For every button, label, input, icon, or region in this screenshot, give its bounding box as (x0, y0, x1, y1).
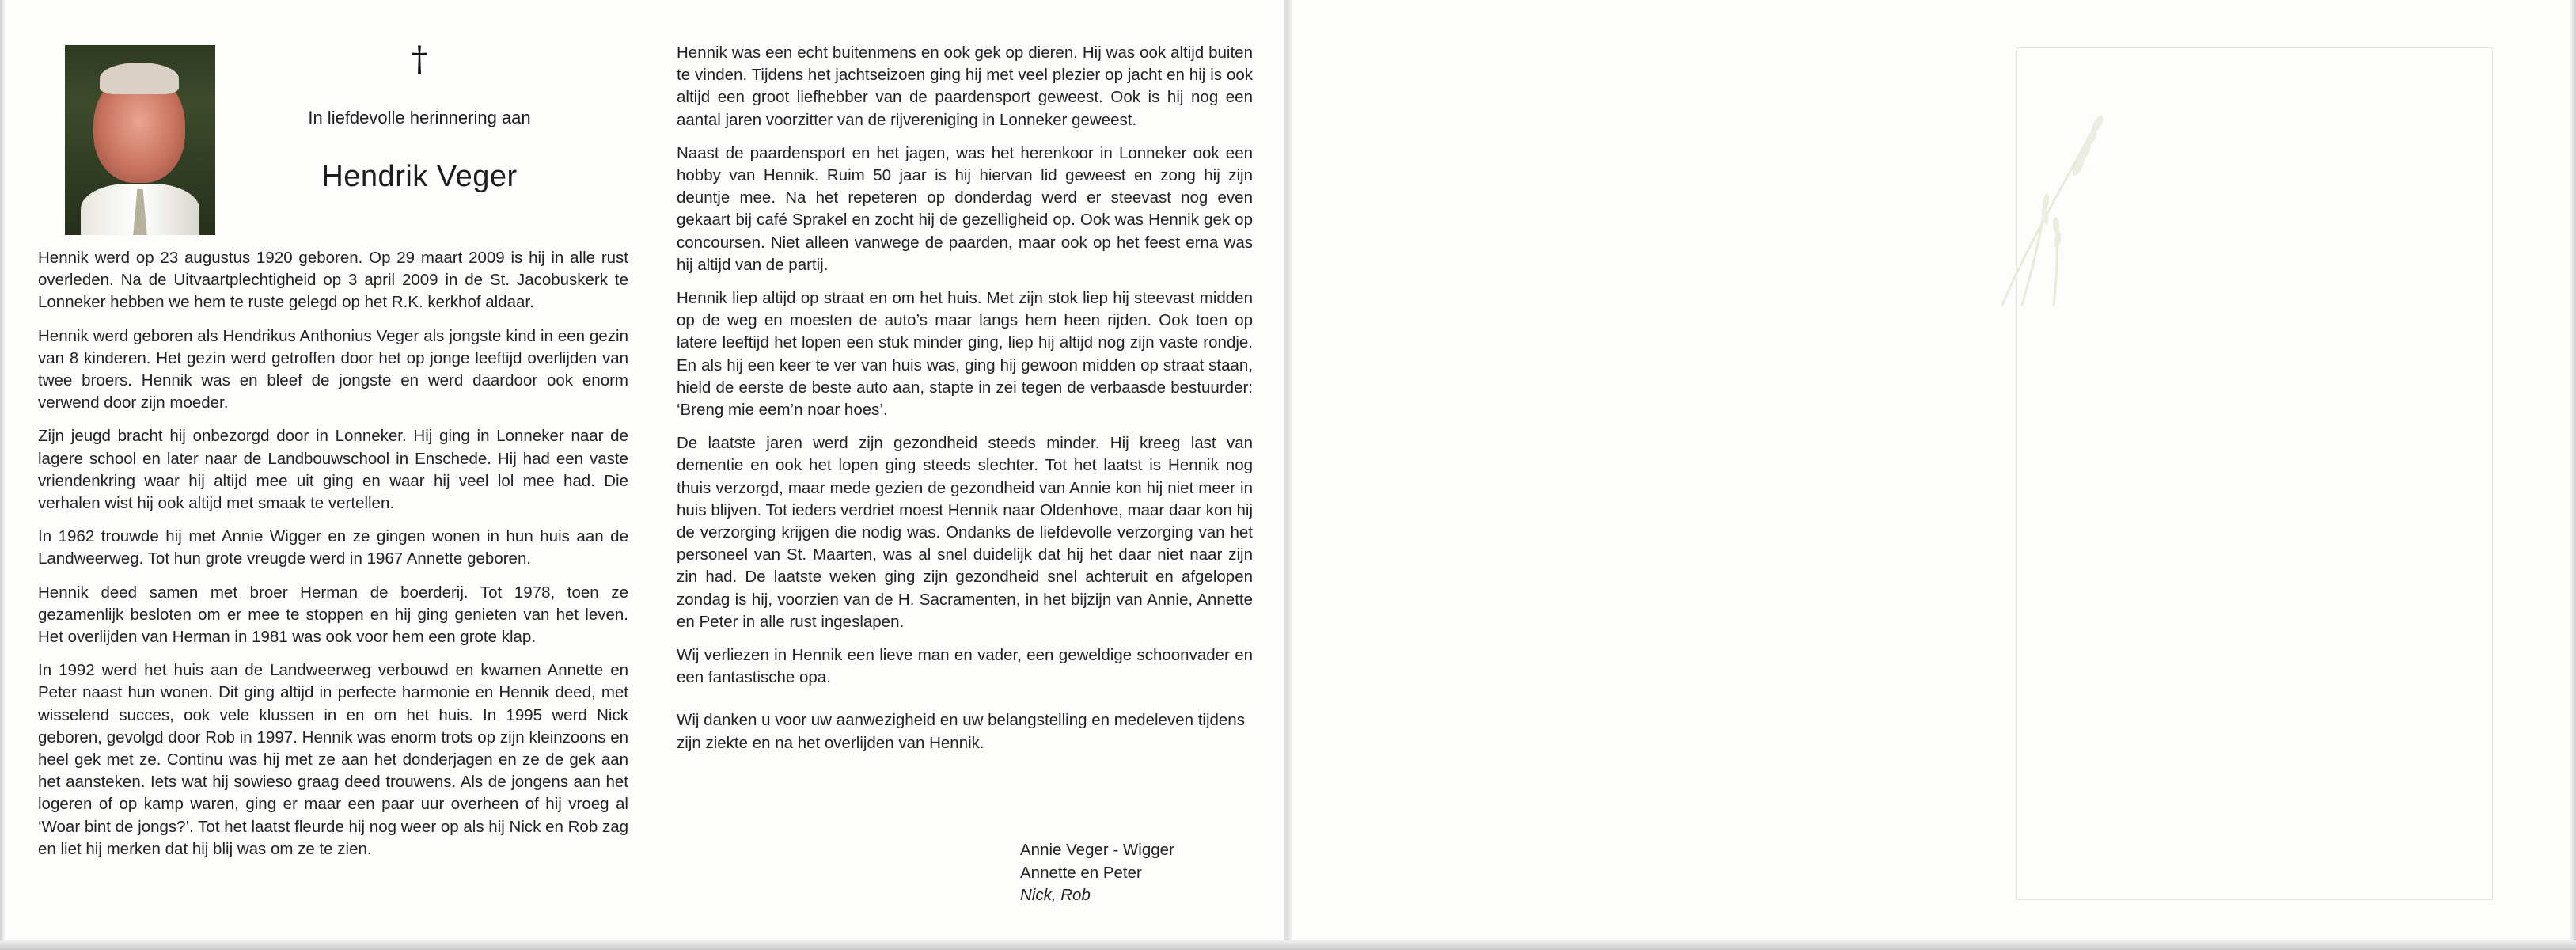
cross-icon: † (411, 40, 428, 80)
paragraph: Wij verliezen in Hennik een lieve man en vader, een geweldige schoonvader en een fantastische opa. (677, 646, 1253, 687)
paragraph: Zijn jeugd bracht hij onbezorgd door in Lonneker. Hij ging in Lonneker naar de lagere school en later naar de Landbouwschool in Enschede. Hij had een vaste vriendenkring waar hij altijd mee uit ging en waar hij veel lol mee had. Die verhalen wist hij ook altijd met smaak te vertellen. (38, 427, 628, 513)
portrait-photo (65, 45, 215, 235)
paragraph: In 1962 trouwde hij met Annie Wigger en ze gingen wonen in hun huis aan de Landweerweg. Tot hun grote vreugde werd in 1967 Annette geboren. (38, 527, 628, 568)
signature-line: Annette en Peter (1020, 863, 1142, 882)
right-text-column (677, 42, 1253, 766)
paragraph: De laatste jaren werd zijn gezondheid steeds minder. Hij kreeg last van dementie en ook het lopen ging steeds slechter. Tot het laatst is Hennik nog thuis verzorgd, maar mede gezien de gezondheid van Annie kon hij niet meer in huis blijven. Tot ieders verdriet moest Hennik naar Oldenhove, maar daar kon hij de verzorging krijgen die nodig was. Ondanks de liefdevolle verzorging van het personeel van St. Maarten, was al snel duidelijk dat hij het daar niet naar zijn zin had. De laatste weken ging zijn gezondheid snel achteruit en afgelopen zondag is hij, voorzien van de H. Sacramenten, in het bijzijn van Annie, Annette en Peter in alle rust ingeslapen. (677, 434, 1253, 631)
left-edge-shadow (0, 0, 5, 950)
signature-line: Annie Veger - Wigger (1020, 841, 1174, 859)
paragraph: Hennik was een echt buitenmens en ook gek op dieren. Hij was ook altijd buiten te vinden. Tijdens het jachtseizoen ging hij met veel plezier op jacht en hij is ook altijd een groot liefhebber van de paardensport geweest. Ook is hij nog een aantal jaren voorzitter van de rijvereniging in Lonneker geweest. (677, 44, 1253, 129)
left-text-column (38, 247, 628, 872)
center-fold (1284, 0, 1292, 950)
signature-block (1020, 839, 1273, 907)
bottom-edge-shadow (0, 940, 2576, 950)
deceased-name: Hendrik Veger (321, 160, 518, 193)
thanks-paragraph: Wij danken u voor uw aanwezigheid en uw belangstelling en medeleven tijdens zijn ziekte en na het overlijden van Hennik. (677, 711, 1245, 752)
memorial-subtitle: In liefdevolle herinnering aan (308, 108, 531, 127)
paragraph: Hennik werd geboren als Hendrikus Anthonius Veger als jongste kind in een gezin van 8 kinderen. Het gezin werd getroffen door het op jonge leeftijd overlijden van twee broers. Hennik was en bleef de jongste en werd daardoor ook enorm verwend door zijn moeder. (38, 326, 628, 412)
wheat-icon (1978, 107, 2121, 313)
right-edge-shadow (2570, 0, 2576, 950)
portrait-hair (100, 63, 179, 94)
paragraph: In 1992 werd het huis aan de Landweerweg verbouwd en kwamen Annette en Peter naast hun wonen. Dit ging altijd in perfecte harmonie en Hennik deed, met wisselend succes, ook vele klussen in en om het huis. In 1995 werd Nick geboren, gevolgd door Rob in 1997. Hennik was enorm trots op zijn kleinzoons en heel gek met ze. Continu was hij met ze aan het donderjagen en ze de gek aan het aansteken. Iets wat hij sowieso graag deed trouwens. Als de jongens aan het logeren of op kamp waren, ging er maar een paar uur overheen of hij vroeg al ‘Woar bint de jongs?’. Tot het laatst fleurde hij nog weer op als hij Nick en Rob zag en liet hij merken dat hij blij was om ze te zien. (38, 661, 628, 858)
paragraph: Hennik deed samen met broer Herman de boerderij. Tot 1978, toen ze gezamenlijk besloten om er mee te stoppen en hij ging genieten van het leven. Het overlijden van Herman in 1981 was ook voor hem een grote klap. (38, 583, 628, 647)
paragraph: Hennik werd op 23 augustus 1920 geboren. Op 29 maart 2009 is hij in alle rust overleden. Na de Uitvaartplechtigheid op 3 april 2009 in de St. Jacobuskerk te Lonneker hebben we hem te ruste gelegd op het R.K. kerkhof aldaar. (38, 249, 628, 312)
signature-line: Nick, Rob (1020, 886, 1091, 904)
paragraph: Naast de paardensport en het jagen, was het herenkoor in Lonneker ook een hobby van Hennik. Ruim 50 jaar is hij hiervan lid geweest en zong hij zijn deuntje mee. Na het repeteren op donderdag werd er steevast nog even gekaart bij café Sprakel en zocht hij de gezelligheid op. Ook was Hennik gek op concoursen. Niet alleen vanwege de paarden, maar ook op het feest erna was hij altijd van de partij. (677, 143, 1253, 274)
paragraph: Hennik liep altijd op straat en om het huis. Met zijn stok liep hij steevast midden op de weg en moesten de auto’s maar langs hem heen rijden. Ook toen op latere leeftijd het lopen een stuk minder ging, liep hij altijd nog zijn vaste rondje. En als hij een keer te ver van huis was, ging hij gewoon midden op straat staan, hield de eerste de beste auto aan, stapte in zei tegen de verbaasde bestuurder: ‘Breng mie eem’n noar hoes’. (677, 289, 1253, 420)
